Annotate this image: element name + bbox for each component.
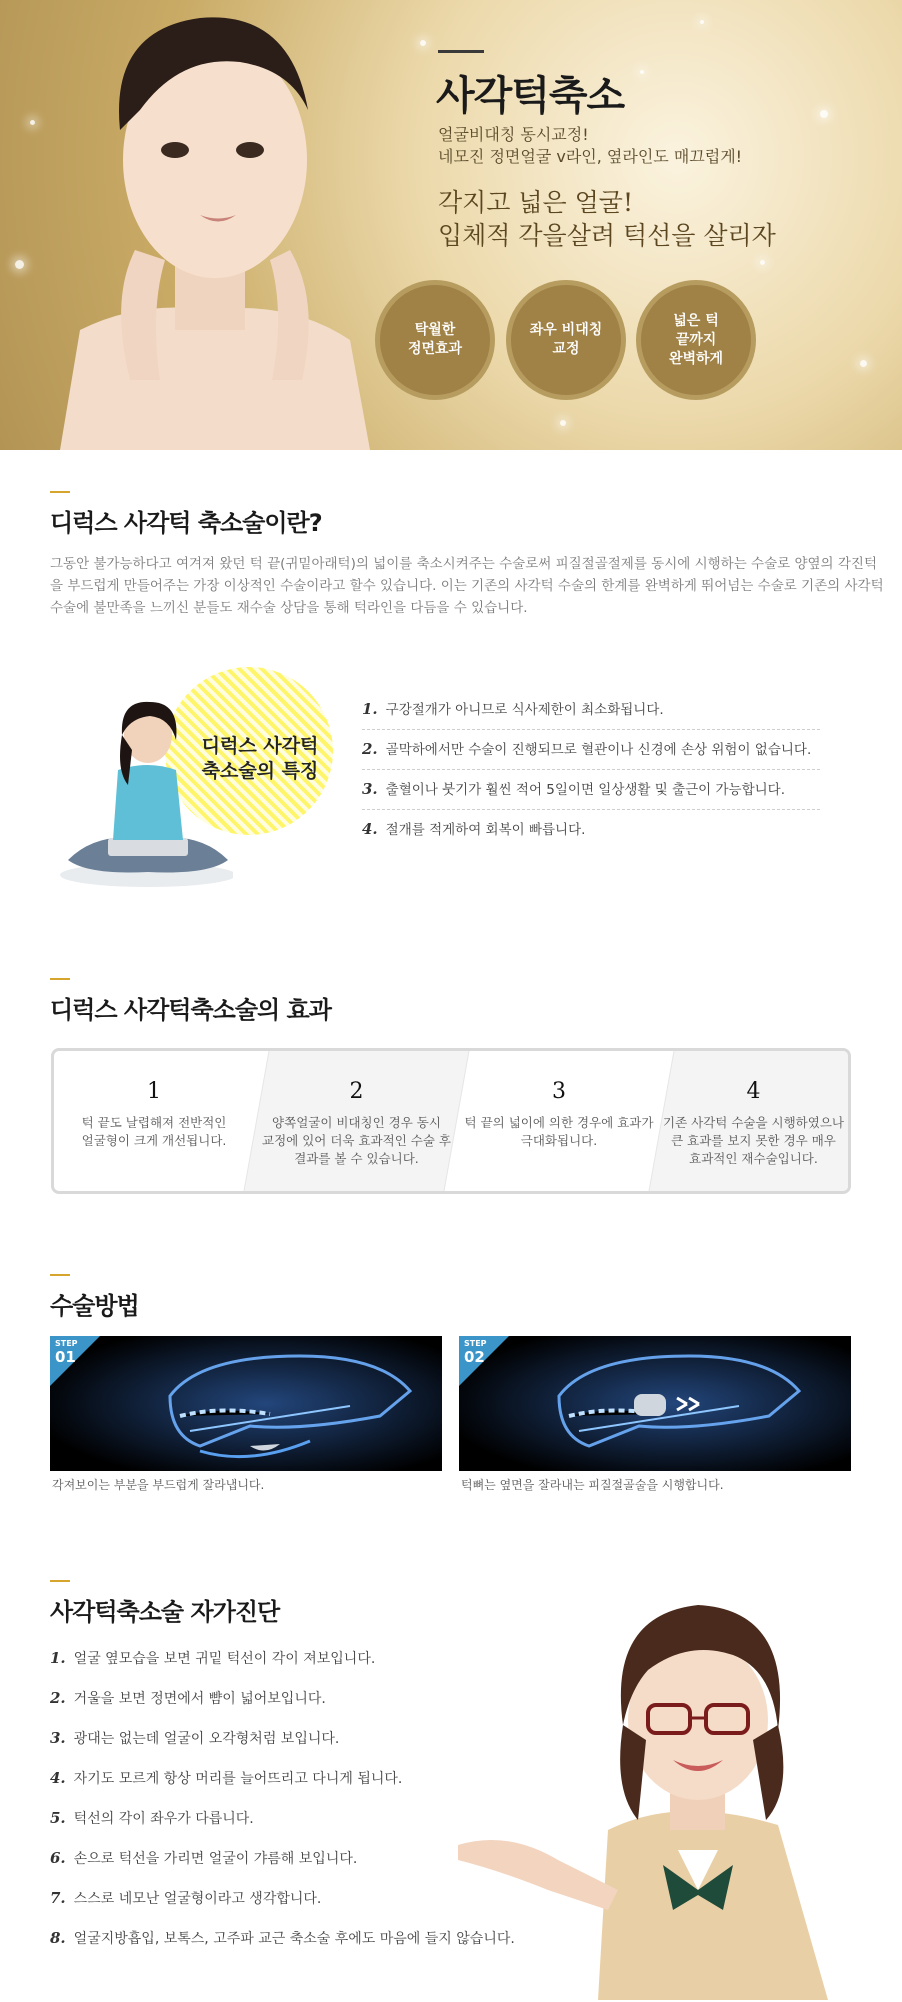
item-text: 스스로 네모난 얼굴형이라고 생각합니다. (73, 1891, 322, 1907)
effect-text (659, 1114, 848, 1168)
item-number: 5. (50, 1809, 66, 1827)
benefit-text: 정면효과 (407, 341, 463, 357)
item-number: 2. (50, 1689, 66, 1707)
xray-skull-image (459, 1336, 851, 1471)
hero-title: 사각턱축소 (436, 73, 625, 119)
effect-line: 턱 끝도 날렵해져 전반적인 (81, 1115, 227, 1130)
step-caption: 턱뼈는 옆면을 잘라내는 피질절골술을 시행합니다. (461, 1478, 724, 1492)
item-text: 얼굴지방흡입, 보톡스, 고주파 교근 축소술 후에도 마음에 들지 않습니다. (73, 1931, 515, 1947)
effect-text (54, 1114, 254, 1150)
item-number: 7. (50, 1889, 66, 1907)
effect-text (254, 1114, 459, 1168)
effect-line: 턱 끝의 넓이에 의한 경우에 효과가 (464, 1115, 654, 1130)
list-item (362, 690, 820, 730)
item-text: 거울을 보면 정면에서 뺨이 넓어보입니다. (73, 1691, 326, 1707)
about-title: 디럭스 사각턱 축소술이란? (50, 509, 322, 537)
item-number: 1. (50, 1649, 66, 1667)
effect-number: 2 (349, 1079, 364, 1104)
section-accent (50, 978, 70, 980)
list-item (50, 1758, 515, 1798)
effect-line: 얼굴형이 크게 개선됩니다. (81, 1133, 227, 1148)
list-item (362, 810, 820, 850)
sparkle (700, 20, 704, 24)
effect-item (659, 1051, 848, 1191)
step-image-1 (50, 1336, 442, 1471)
xray-skull-image (50, 1336, 442, 1471)
sparkle (820, 110, 828, 118)
effect-number: 1 (147, 1079, 161, 1104)
sparkle (760, 260, 765, 265)
hero-subtitle-line: 네모진 정면얼굴 v라인, 옆라인도 매끄럽게! (438, 147, 743, 166)
list-item (362, 770, 820, 810)
item-text: 손으로 턱선을 가리면 얼굴이 갸름해 보입니다. (73, 1851, 358, 1867)
list-item (50, 1638, 515, 1678)
item-text: 광대는 없는데 얼굴이 오각형처럼 보입니다. (73, 1731, 340, 1747)
section-accent (50, 1274, 70, 1276)
woman-laptop-illustration (58, 690, 233, 890)
step-image-2 (459, 1336, 851, 1471)
list-item (50, 1878, 515, 1918)
item-number: 3. (362, 780, 378, 798)
sparkle (860, 360, 867, 367)
hero-tagline-line: 입체적 각을살려 턱선을 살리자 (438, 221, 776, 250)
hero-tagline-line: 각지고 넓은 얼굴! (438, 188, 633, 217)
effect-number: 3 (552, 1079, 566, 1104)
features-label (185, 734, 335, 784)
benefit-circle-front (375, 280, 495, 400)
effect-item (459, 1051, 659, 1191)
list-item (50, 1918, 515, 1958)
list-item (50, 1838, 515, 1878)
item-number: 2. (362, 740, 378, 758)
sparkle (30, 120, 35, 125)
item-text: 턱선의 각이 좌우가 다릅니다. (73, 1811, 254, 1827)
section-accent (50, 491, 70, 493)
effect-item (254, 1051, 459, 1191)
effects-title: 디럭스 사각턱축소술의 효과 (50, 996, 331, 1024)
benefit-circle-asymmetry (506, 280, 626, 400)
item-number: 1. (362, 700, 378, 718)
sparkle (15, 260, 24, 269)
benefit-circle-wide-chin (636, 280, 756, 400)
effect-line: 극대화됩니다. (520, 1133, 598, 1148)
hero-subtitle (438, 124, 742, 168)
item-text: 자기도 모르게 항상 머리를 늘어뜨리고 다니게 됩니다. (73, 1771, 403, 1787)
effect-item (54, 1051, 254, 1191)
benefit-text: 좌우 비대칭 (529, 322, 603, 338)
about-description: 그동안 불가능하다고 여겨져 왔던 턱 끝(귀밑아래턱)의 넓이를 축소시켜주는 수술로써 피질절골절제를 동시에 시행하는 수술로 양옆의 각진턱을 부드럽게 만들어주는 가장 이상적인 수술이라고 할수 있습니다. 이는 기존의 사각턱 수술의 한계를 완벽하게 뛰어넘는 수술로 기존의 사각턱 수술에 불만족을 느끼신 분들도 재수술 상담을 통해 턱라인을 다듬을 수 있습니다. (50, 556, 884, 616)
step-label: STEP (55, 1339, 78, 1348)
benefit-text: 교정 (552, 341, 580, 357)
sparkle (560, 420, 566, 426)
step-number: 02 (464, 1348, 485, 1366)
student-illustration (448, 1560, 868, 2000)
features-label-line: 축소술의 특징 (201, 760, 319, 782)
list-item (50, 1678, 515, 1718)
effect-line: 양쪽얼굴이 비대칭인 경우 동시 (272, 1115, 441, 1130)
item-number: 4. (362, 820, 378, 838)
sparkle (420, 40, 426, 46)
features-list (362, 690, 820, 850)
method-title: 수술방법 (50, 1292, 139, 1320)
item-number: 3. (50, 1729, 66, 1747)
step-number: 01 (55, 1348, 76, 1366)
list-item (50, 1718, 515, 1758)
effect-line: 기존 사각턱 수술을 시행하였으나 (663, 1115, 844, 1130)
step-caption: 각져보이는 부분을 부드럽게 잘라냅니다. (52, 1478, 265, 1492)
list-item (362, 730, 820, 770)
hero-banner (0, 0, 902, 450)
item-number: 4. (50, 1769, 66, 1787)
item-text: 절개를 적게하여 회복이 빠릅니다. (385, 822, 586, 838)
item-number: 8. (50, 1929, 66, 1947)
benefit-text: 완벽하게 (668, 350, 724, 367)
effect-line: 결과를 볼 수 있습니다. (294, 1151, 419, 1166)
benefit-text: 넓은 턱 (673, 312, 719, 329)
diagnosis-title: 사각턱축소술 자가진단 (50, 1598, 280, 1626)
effect-line: 큰 효과를 보지 못한 경우 매우 (671, 1133, 836, 1148)
title-accent-bar (438, 50, 484, 53)
model-portrait (40, 0, 370, 450)
hero-tagline (438, 186, 776, 252)
section-accent (50, 1580, 70, 1582)
item-text: 구강절개가 아니므로 식사제한이 최소화됩니다. (385, 702, 664, 718)
benefit-text: 끝까지 (675, 331, 717, 348)
effects-panel (51, 1048, 851, 1194)
item-number: 6. (50, 1849, 66, 1867)
effect-number: 4 (746, 1079, 761, 1104)
effect-line: 효과적인 재수술입니다. (689, 1151, 818, 1166)
diagnosis-list (50, 1638, 515, 1958)
sparkle (640, 70, 644, 74)
item-text: 골막하에서만 수술이 진행되므로 혈관이나 신경에 손상 위험이 없습니다. (385, 742, 812, 758)
effect-line: 교정에 있어 더욱 효과적인 수술 후 (262, 1133, 451, 1148)
effect-text (459, 1114, 659, 1150)
item-text: 출혈이나 붓기가 훨씬 적어 5일이면 일상생활 및 출근이 가능합니다. (385, 782, 785, 798)
list-item (50, 1798, 515, 1838)
benefit-text: 탁월한 (414, 322, 456, 338)
features-label-line: 디럭스 사각턱 (201, 735, 319, 757)
item-text: 얼굴 옆모습을 보면 귀밑 턱선이 각이 져보입니다. (73, 1651, 376, 1667)
step-label: STEP (464, 1339, 487, 1348)
hero-subtitle-line: 얼굴비대칭 동시교정! (438, 125, 589, 144)
